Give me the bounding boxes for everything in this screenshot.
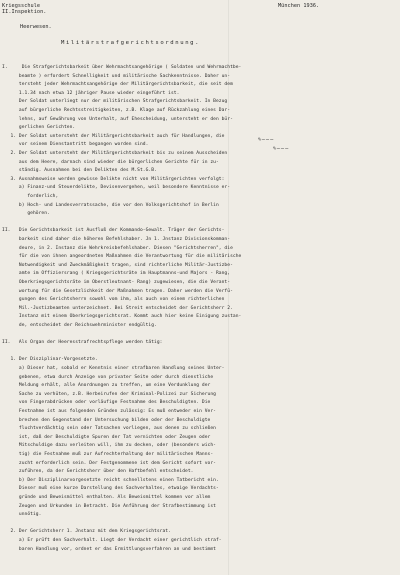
body-line: baren Handlung vor, ordnet er das Ermittlungsverfahren an und bestimmt (2, 546, 216, 552)
body-line: Mil.-Justizbeamten unterzeichnet. Bei Streit entscheidet der Gerichtsherr 2. (2, 305, 233, 311)
body-line: 2. Der Gerichtsherr 1. Jnstanz mit dem Kriegsgerichtsrat. (2, 529, 171, 535)
body-line: 1. Der Soldat untersteht der Militärgerichtsbarkeit auch für Handlungen, die (2, 133, 225, 139)
body-line: unnötig. (2, 512, 42, 518)
body-line: 3. Ausnahmsweise werden gewisse Delikte nicht von Militärgerichten verfolgt: (2, 176, 225, 182)
body-line: tersteht jeder Wehrmachtsangehörige der Militärgerichtsbarkeit, die seit dem (2, 82, 233, 88)
body-line: a) Er prüft den Sachverhalt. Liegt der Verdacht einer gerichtlich straf- (2, 538, 222, 543)
header-place-date: München 1936. (278, 3, 320, 9)
body-line: Mitschuldige dazu verleiten will, ihm zu decken, oder (besonders wich- (2, 443, 216, 449)
body-line: amte im Offiziersrang ( Kriegsgerichtsräte im Hauptmanns-und Majors - Rang, (2, 271, 231, 277)
body-line: 2. Der Soldat untersteht der Militärgerichtsbarkeit bis zu seinem Ausscheiden (2, 151, 228, 156)
body-line: Dieser muß eine kurze Darstellung des Sachverhaltes, etwaige Verdachts- (2, 486, 219, 492)
header-inspection: II.Inspektion. (2, 9, 47, 15)
body-line: gründe und Beweismittel enthalten. Als Beweismittel kommen vor allem (2, 495, 211, 500)
body-line: Notwendigkeit und Zweckmäßigkeit tragen, sind richterliche Militär-Justizbe- (2, 262, 233, 268)
body-line: auf bürgerliche Rechtsstreitigkeiten, z.B. Klage auf Rückzahlung eines Dar- (2, 108, 231, 113)
body-line: zucht erforderlich sein. Der Festgenommene ist dem Gericht sofort vor- (2, 460, 216, 466)
body-line: ist, daß der Beschuldigte Spuren der Tat vernichten oder Zeugen oder (2, 434, 211, 440)
body-line: Oberkriegsgerichtsräte im Oberstleutnant- Rang) zugewiesen, die die Verant- (2, 280, 231, 285)
body-line: b) Hoch- und Landesverratssache, die vor den Volksgerichtshof in Berlin (2, 202, 219, 208)
body-line: forderlich, (2, 194, 59, 199)
header-school: Kriegsschule (2, 3, 41, 9)
body-line: Festnahme ist aus folgenden Gründen zulässig: Es muß entweder ein Ver- (2, 409, 216, 414)
body-line: de, entscheidet der Reichswehrminister endgültig. (2, 323, 157, 328)
body-line: Instanz mit einem Oberkriegsgerichtsrat. Kommt auch hier keine Einigung zustan- (2, 314, 242, 320)
body-line: gehören. (2, 211, 50, 217)
body-line: für die von ihnen angeordneten Maßnahmen die Verantwortung für die militärische (2, 254, 242, 260)
section-label: Heerwesen. (20, 24, 52, 30)
body-line: gebenen, etwa durch Anzeige von privater Seite oder durch dienstliche (2, 374, 214, 380)
body-line: I. Die Strafgerichtsbarkeit über Wehrmachtsangehörige ( Soldaten und Wehrmachtbe- (2, 65, 242, 70)
body-line: Meldung erhält, alle Anordnungen zu treffen, um eine Verdunklung der (2, 383, 211, 389)
body-line: gungen des Gerichtsherrn sowohl vom ihm, als auch von einem richterlichen (2, 297, 225, 303)
body-line: deure, in 2. Instanz die Wehrkreisbefehlshaber. Diesen "Gerichtsherren", die (2, 245, 233, 251)
body-line: Zeugen und Urkunden in Betracht. Die Anführung der Strafbestimmung ist (2, 503, 216, 509)
body-line: II. Die Gerichtsbarkeit ist Ausfluß der Kommando-Gewalt. Träger der Gerichts- (2, 228, 225, 234)
body-line: zuführen, da der Gerichtsherr über den Haftbefehl entscheidet. (2, 469, 194, 475)
body-line: II. Als Organ der Heeresstrafrechtspflege werden tätig: (2, 340, 163, 346)
body-line: 1. Der Disziplinar-Vorgesetzte. (2, 357, 98, 363)
body-line: b) Der Disziplinarvorgesetzte reicht schnellstens einen Tatbericht ein. (2, 477, 219, 483)
body-line: lehns, auf Gewährung von Unterhalt, auf Ehescheidung, untersteht er den bür- (2, 116, 233, 122)
body-line: barkeit sind daher die höheren Befehlshaber. Jn 1. Jnstanz Divisionskomman- (2, 237, 231, 242)
body-line: Der Soldat unterliegt nur der militärischen Strafgerichtsbarkeit. In Bezug (2, 99, 228, 105)
body-line: brechen den Gegenstand der Untersuchung bilden oder der Beschuldigte (2, 417, 211, 423)
body-line: tig) die Festnahme muß zur Aufrechterhaltung der militärischen Manns- (2, 452, 214, 457)
body-line: a) Dieser hat, sobald er Kenntnis einer strafbaren Handlung seines Unter- (2, 366, 225, 371)
handwritten-note-lower: ✎~~~ (272, 146, 289, 152)
handwritten-note-upper: ✎~~~ (257, 137, 274, 143)
body-line: vor seinem Dienstantritt begangen worden sind. (2, 142, 149, 148)
body-line: beamte ) erfordert Schnelligkeit und militärische Sachkenntnisse. Daher un- (2, 73, 231, 79)
body-line: von Fingerabdrücken oder vorläufige Festnahme des Beschuldigten. Die (2, 400, 211, 406)
document-title: Militärstrafgerichtsordnung. (61, 40, 201, 46)
body-line: Sache zu verhüten, z.B. Herbeirufen der Kriminal-Polizei zur Sicherung (2, 391, 216, 397)
body-line: aus dem Heere, darnach sind wieder die bürgerlichen Gerichte für in zu- (2, 159, 219, 165)
body-line: ständig. Ausnahmen bei den Delikten des M.St.G.B. (2, 168, 157, 174)
body-line: a) Finanz-und Steuerdelikte, Devisenvergehen, weil besondere Kenntnisse er- (2, 185, 231, 191)
body-line: gerlichen Gerichten. (2, 125, 76, 131)
body-line: wortung für die Gesetzlichkeit der Maßnahmen tragen. Daher werden die Verfü- (2, 288, 233, 294)
body-line: fluchtverdächtig sein oder Tatsachen vorliegen, aus denen zu schließen (2, 426, 216, 432)
body-line: 1.1.34 nach etwa 12 jähriger Pause wieder eingeführt ist. (2, 90, 180, 96)
